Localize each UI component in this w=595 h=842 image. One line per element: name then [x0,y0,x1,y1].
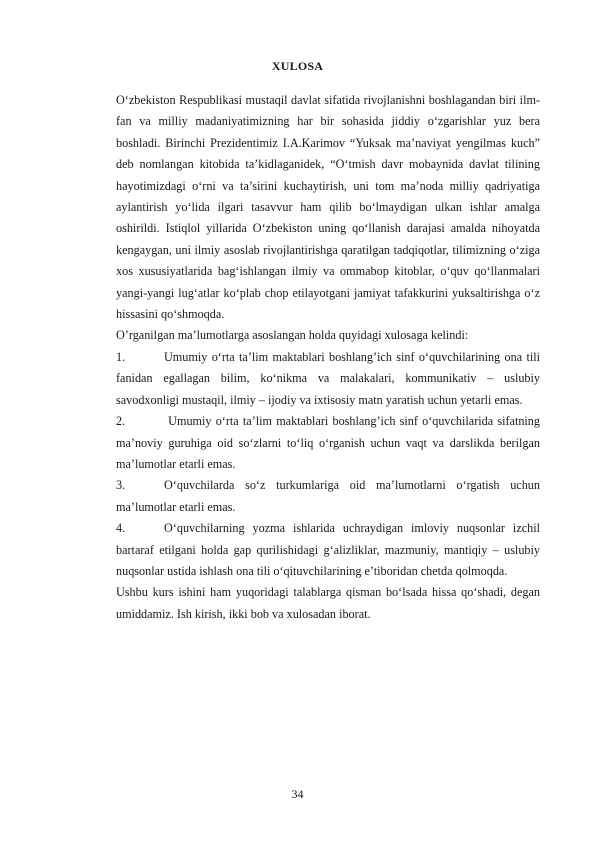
list-item [116,475,540,518]
list-item [116,411,540,475]
page-title: XULOSA [271,59,324,73]
list-item-number: 1. [116,349,126,364]
closing-text: Ushbu kurs ishini ham yuqoridagi talablarga qisman bo‘lsada hissa qo‘shadi, degan umiddamiz. Ish kirish, ikki bob va xulosadan iborat. [116,585,540,621]
document-body [116,90,540,625]
list-item-text: Umumiy o‘rta ta’lim maktablari boshlang’ich sinf o‘quvchilarining ona tili fanidan egallagan bilim, ko‘nikma va malakalari, kommunikativ – uslubiy savodxonligi mustaqil, ilmiy – ijodiy va ixtisosiy matn yaratish uchun yetarli emas. [116,349,540,407]
list-item-number: 3. [116,478,126,493]
page-number: 34 [291,787,304,801]
summary-lead-paragraph [116,325,540,346]
list-item-text: Umumiy o‘rta ta’lim maktablari boshlang’ich sinf o‘quvchilarida sifatning ma’noviy guruhiga oid so‘zlarni to‘liq o‘rganish uchun vaqt va darslikda berilgan ma’lumotlar etarli emas. [116,414,540,471]
list-item-number: 4. [116,521,126,536]
intro-paragraph [116,90,540,325]
closing-paragraph [116,582,540,625]
list-item [116,347,540,411]
intro-text: O‘zbekiston Respublikasi mustaqil davlat sifatida rivojlanishni boshlagandan biri ilm-fan va milliy madaniyatimizning har bir sohasida jiddiy o‘zgarishlar yuz bera boshladi. Birinchi Prezidentimiz I.A.Karimov “Yuksak ma’naviyat yengilmas kuch” deb nomlangan kitobida ta’kidlaganidek, “O‘tmish davr mobaynida davlat tilining hayotimizdagi o‘rni va ta’sirini kuchaytirish, uni tom ma’noda milliy qadriyatiga aylantirish yo‘lida ilgari tasavvur ham qilib bo‘lmaydigan ulkan ishlar amalga oshirildi. Istiqlol yillarida O‘zbekiston uning qo‘llanish darajasi amalda nihoyatda kengaygan, uni ilmiy asoslab rivojlantirishga qaratilgan tadqiqotlar, tilimizning o‘ziga xos xususiyatlarida bag‘ishlangan ilmiy va ommabop kitoblar, o‘quv qo‘llanmalari yangi-yangi lug‘atlar ko‘plab chop etilayotgani jamiyat tafakkurini yuksaltirishga o‘z hissasini qo‘shmoqda. [116,93,540,322]
list-item-number: 2. [116,414,126,429]
list-item-text: O‘quvchilarning yozma ishlarida uchraydigan imloviy nuqsonlar izchil bartaraf etilgani holda gap qurilishidagi g‘alizliklar, mazmuniy, mantiqiy – uslubiy nuqsonlar ustida ishlash ona tili o‘qituvchilarining e’tiboridan chetda qolmoqda. [116,521,540,578]
list-item [116,518,540,582]
list-item-text: O‘quvchilarda so‘z turkumlariga oid ma’lumotlarni o‘rgatish uchun ma’lumotlar etarli emas. [116,478,540,514]
summary-lead-text: O’rganilgan ma’lumotlarga asoslangan holda quyidagi xulosaga kelindi: [116,328,469,343]
